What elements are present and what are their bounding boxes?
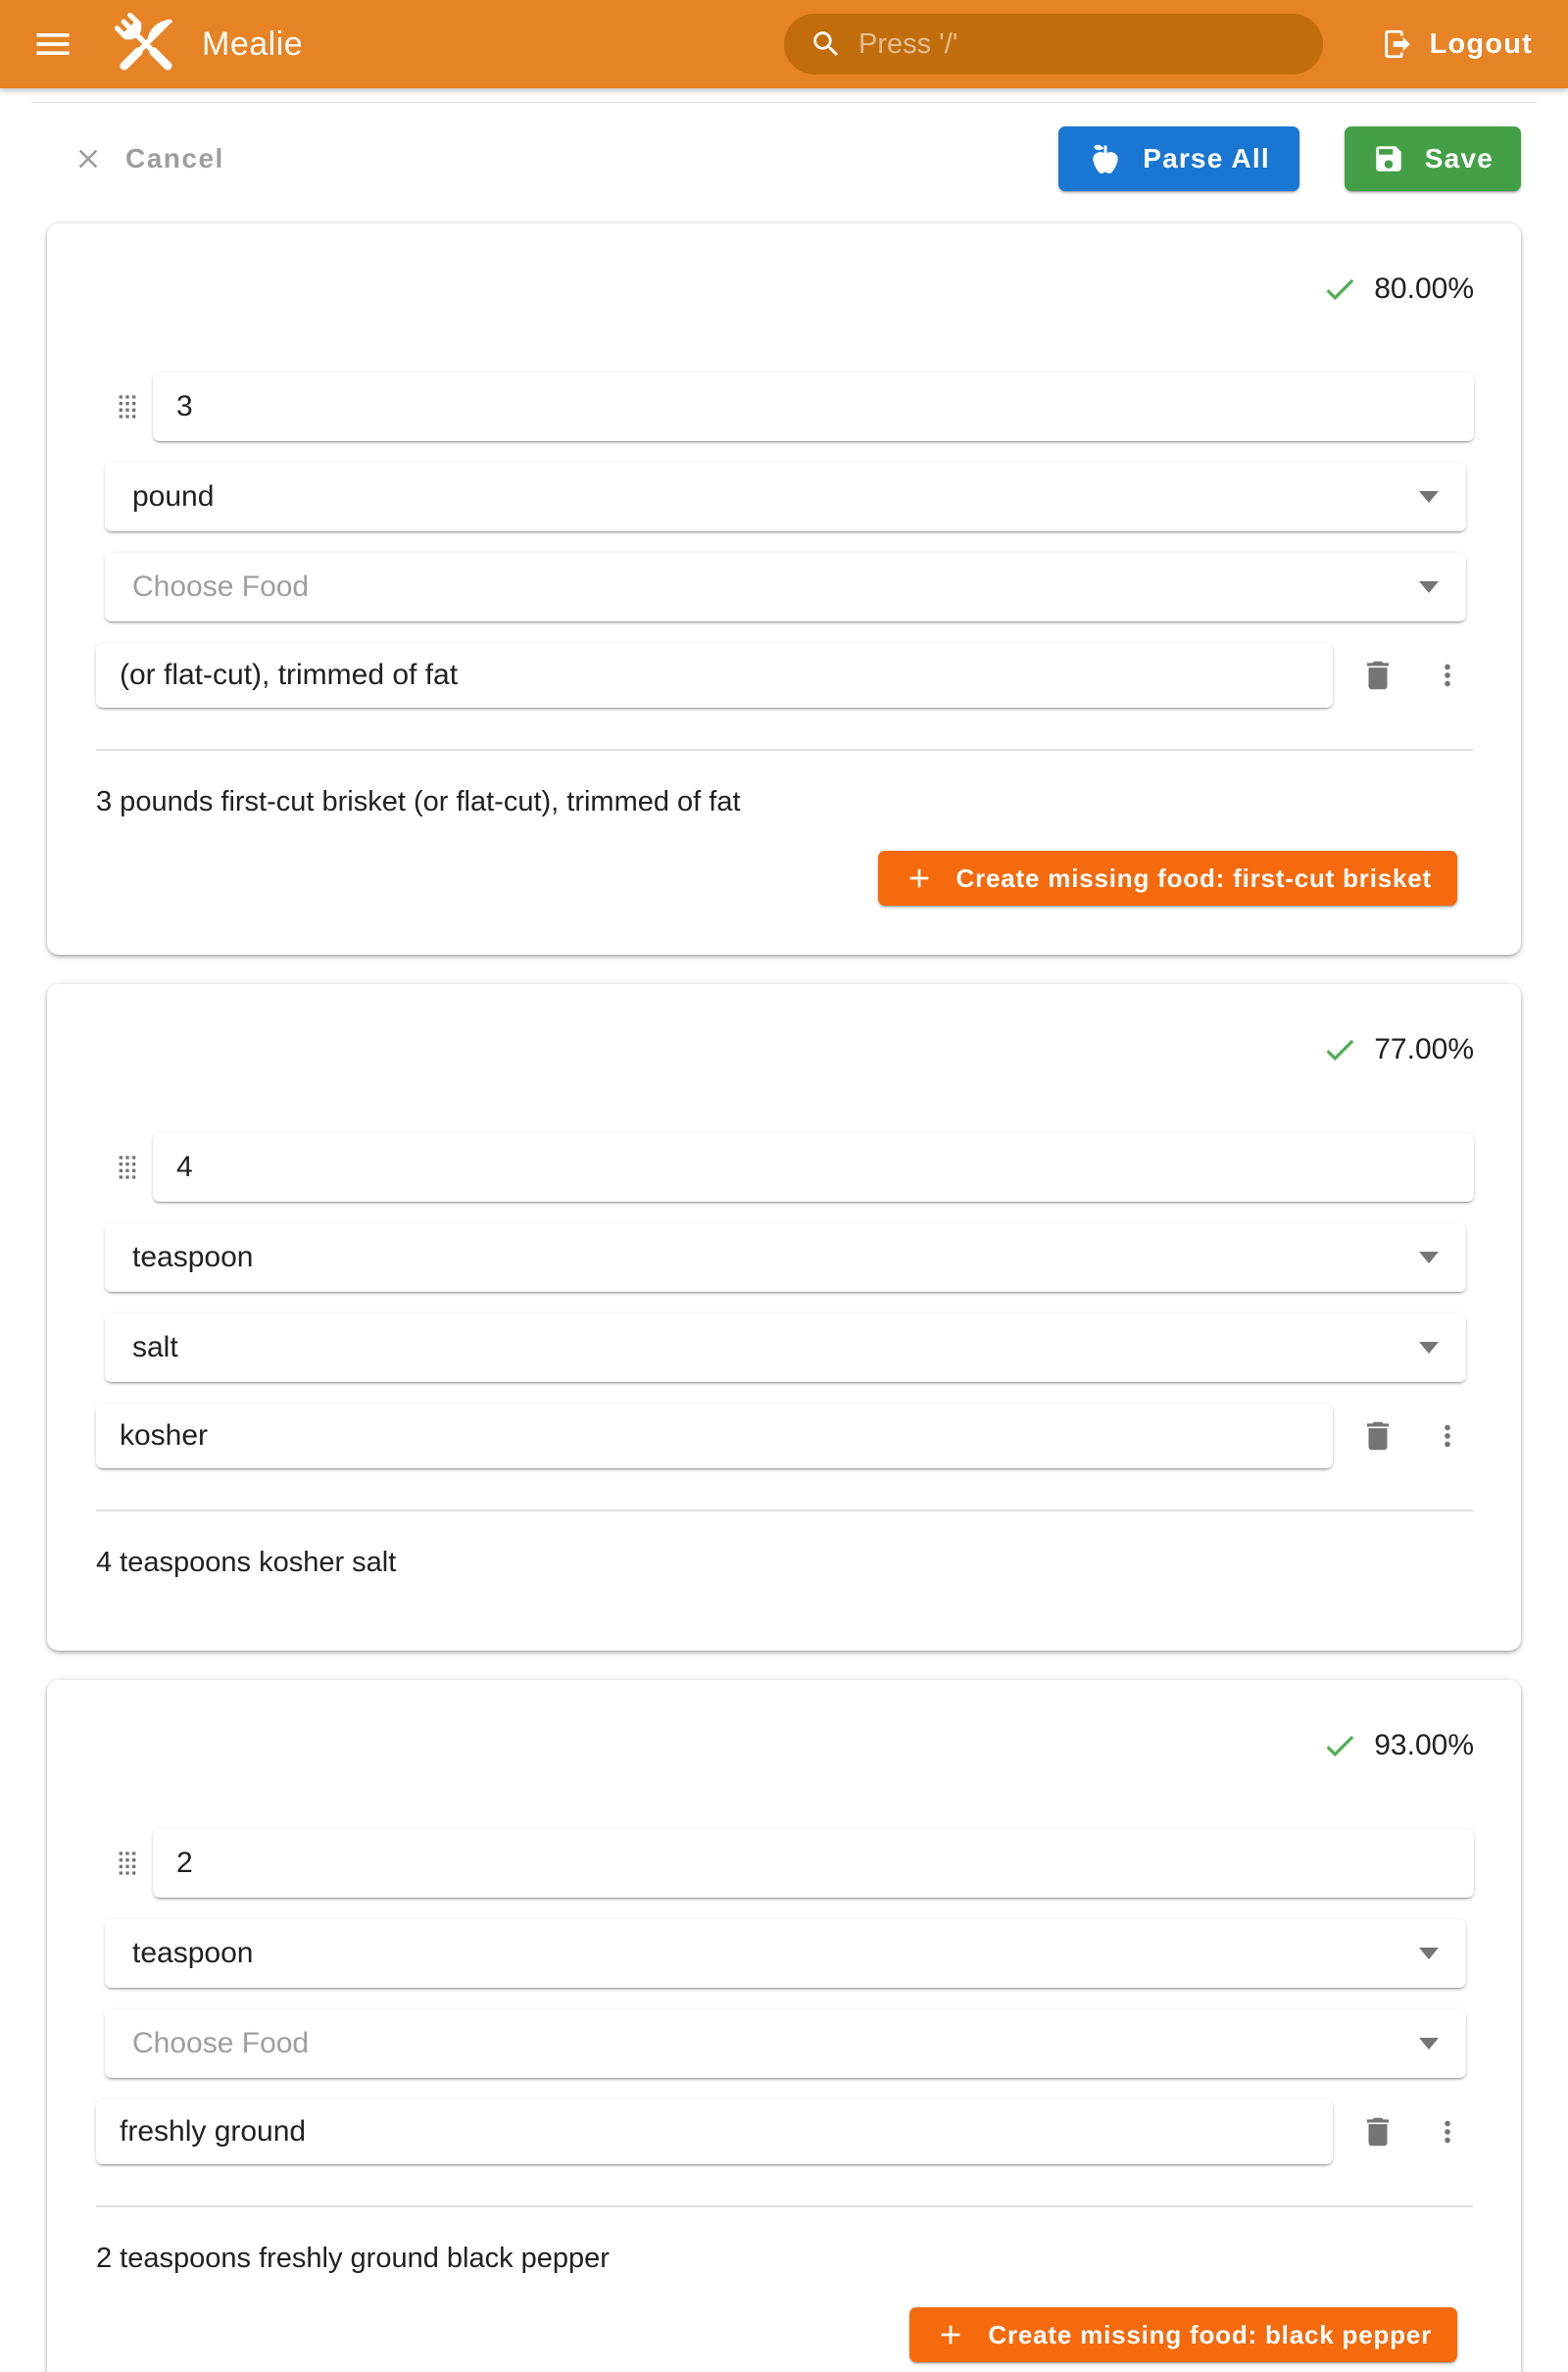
header-divider — [31, 102, 1537, 103]
kebab-menu-icon — [1431, 2115, 1464, 2149]
drag-handle-icon[interactable] — [108, 1840, 147, 1887]
confidence-value: 80.00% — [1374, 272, 1474, 305]
original-ingredient-text: 2 teaspoons freshly ground black pepper — [96, 2243, 610, 2274]
food-value: salt — [132, 1331, 178, 1363]
confidence-badge — [47, 1727, 1521, 1764]
unit-select[interactable] — [105, 463, 1466, 531]
parse-all-button[interactable] — [1058, 126, 1299, 191]
quantity-input[interactable] — [153, 372, 1474, 441]
check-icon — [1321, 1727, 1358, 1764]
unit-select[interactable] — [105, 1919, 1466, 1988]
confidence-badge — [47, 271, 1521, 308]
more-options-button[interactable] — [1431, 2110, 1464, 2153]
ingredient-card — [47, 1680, 1521, 2372]
quantity-input[interactable] — [153, 1133, 1474, 1202]
ingredient-card — [47, 223, 1521, 955]
confidence-badge — [47, 1031, 1521, 1068]
mealie-logo[interactable] — [104, 6, 188, 82]
more-options-button[interactable] — [1431, 654, 1464, 697]
cancel-label: Cancel — [125, 143, 224, 173]
hamburger-menu-icon[interactable] — [29, 21, 76, 68]
delete-button[interactable] — [1358, 2110, 1397, 2153]
drag-handle-icon[interactable] — [108, 1144, 147, 1191]
quantity-input[interactable] — [153, 1829, 1474, 1898]
unit-value: teaspoon — [132, 1937, 254, 1969]
logout-button[interactable] — [1381, 27, 1533, 61]
kebab-menu-icon — [1431, 659, 1464, 692]
unit-select[interactable] — [105, 1223, 1466, 1292]
drag-handle-icon[interactable] — [108, 383, 147, 430]
food-select[interactable] — [105, 2009, 1466, 2078]
create-missing-food-button[interactable] — [909, 2307, 1457, 2362]
chevron-down-icon — [1419, 1342, 1439, 1354]
search-input[interactable] — [858, 28, 1298, 61]
search-bar[interactable] — [784, 14, 1323, 74]
food-placeholder: Choose Food — [132, 2027, 310, 2059]
ingredient-parser-list — [47, 223, 1521, 2372]
apple-icon — [1088, 141, 1123, 176]
divider — [96, 1509, 1473, 1511]
chevron-down-icon — [1419, 581, 1439, 593]
logout-icon — [1381, 27, 1414, 61]
chevron-down-icon — [1419, 491, 1439, 503]
save-icon — [1372, 142, 1405, 175]
check-icon — [1321, 1031, 1358, 1068]
parse-all-label: Parse All — [1143, 143, 1270, 173]
toolbar — [47, 126, 1521, 191]
more-options-button[interactable] — [1431, 1414, 1464, 1458]
unit-value: teaspoon — [132, 1241, 254, 1273]
food-placeholder: Choose Food — [132, 570, 310, 603]
chevron-down-icon — [1419, 1252, 1439, 1263]
save-label: Save — [1424, 143, 1494, 173]
food-select[interactable] — [105, 553, 1466, 621]
divider — [96, 2205, 1473, 2207]
confidence-value: 93.00% — [1374, 1729, 1474, 1761]
original-ingredient-text: 3 pounds first-cut brisket (or flat-cut), trimmed of fat — [96, 786, 741, 817]
app-title: Mealie — [202, 25, 304, 63]
trash-icon — [1359, 2113, 1396, 2150]
search-icon — [809, 27, 843, 61]
save-button[interactable] — [1345, 126, 1521, 191]
create-missing-food-label: Create missing food: first-cut brisket — [956, 863, 1432, 893]
check-icon — [1321, 271, 1358, 308]
kebab-menu-icon — [1431, 1419, 1464, 1453]
divider — [96, 749, 1473, 751]
trash-icon — [1359, 657, 1396, 694]
note-input[interactable] — [96, 1404, 1333, 1468]
unit-value: pound — [132, 480, 215, 513]
app-header — [0, 0, 1568, 88]
chevron-down-icon — [1419, 2038, 1439, 2050]
plus-icon — [904, 863, 935, 894]
create-missing-food-label: Create missing food: black pepper — [988, 2319, 1432, 2349]
plus-icon — [935, 2319, 966, 2350]
note-input[interactable] — [96, 2100, 1333, 2164]
delete-button[interactable] — [1358, 1414, 1397, 1458]
food-select[interactable] — [105, 1313, 1466, 1382]
original-ingredient-text: 4 teaspoons kosher salt — [96, 1547, 397, 1578]
ingredient-card — [47, 984, 1521, 1651]
confidence-value: 77.00% — [1374, 1033, 1474, 1065]
chevron-down-icon — [1419, 1948, 1439, 1959]
close-icon — [73, 143, 104, 174]
logout-label: Logout — [1429, 27, 1533, 60]
create-missing-food-button[interactable] — [878, 851, 1457, 906]
cancel-button[interactable] — [73, 143, 224, 174]
note-input[interactable] — [96, 643, 1333, 708]
trash-icon — [1359, 1417, 1396, 1455]
delete-button[interactable] — [1358, 654, 1397, 697]
